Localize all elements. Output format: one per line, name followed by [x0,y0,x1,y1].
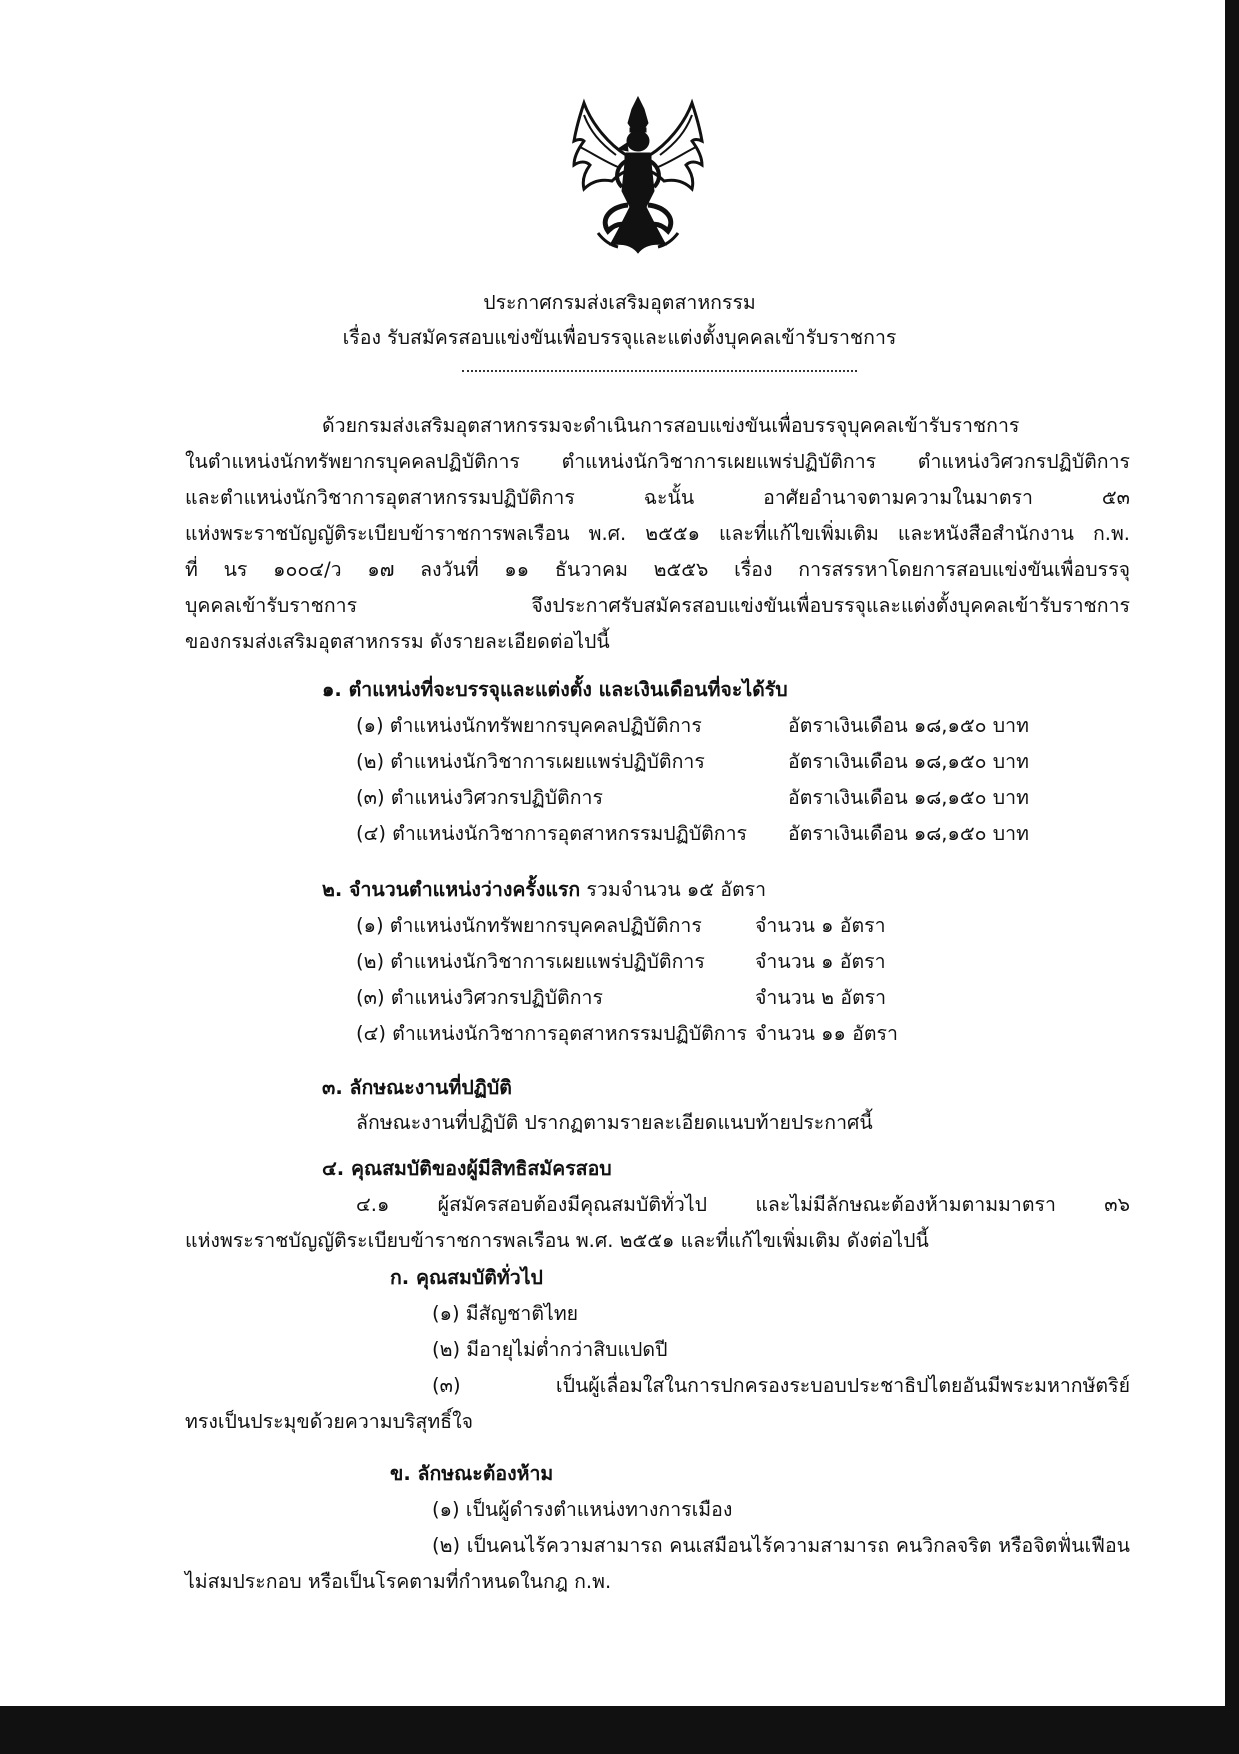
section-1-heading: ๑. ตำแหน่งที่จะบรรจุและแต่งตั้ง และเงินเดือนที่จะได้รับ [322,678,788,701]
section-2-heading-label: ๒. จำนวนตำแหน่งว่างครั้งแรก [322,878,581,901]
general-qualification-3-line-1: (๓) เป็นผู้เลื่อมใสในการปกครองระบอบประชาธิปไตยอันมีพระมหากษัตริย์ [432,1374,1130,1397]
s1-salary-1: อัตราเงินเดือน ๑๘,๑๕๐ บาท [788,714,1029,737]
s2-count-2: จำนวน ๑ อัตรา [755,950,886,973]
prohibition-2-line-1: (๒) เป็นคนไร้ความสามารถ คนเสมือนไร้ความสามารถ คนวิกลจริต หรือจิตฟั่นเฟือน [432,1534,1130,1557]
s2-count-4: จำนวน ๑๑ อัตรา [755,1022,898,1045]
s2-position-2: (๒) ตำแหน่งนักวิชาการเผยแพร่ปฏิบัติการ [356,950,705,973]
general-qualification-2: (๒) มีอายุไม่ต่ำกว่าสิบแปดปี [432,1338,668,1361]
announcement-title: ประกาศกรมส่งเสริมอุตสาหกรรม [483,291,756,314]
intro-line-1: ด้วยกรมส่งเสริมอุตสาหกรรมจะดำเนินการสอบแข่งขันเพื่อบรรจุบุคคลเข้ารับราชการ [322,414,1020,437]
s2-position-3: (๓) ตำแหน่งวิศวกรปฏิบัติการ [356,986,603,1009]
s1-salary-3: อัตราเงินเดือน ๑๘,๑๕๐ บาท [788,786,1029,809]
section-4-heading: ๔. คุณสมบัติของผู้มีสิทธิสมัครสอบ [322,1157,612,1180]
section-3-heading: ๓. ลักษณะงานที่ปฏิบัติ [322,1076,512,1099]
intro-line-5: ที่ นร ๑๐๐๔/ว ๑๗ ลงวันที่ ๑๑ ธันวาคม ๒๕๕๖ เรื่อง การสรรหาโดยการสอบแข่งขันเพื่อบรรจุ [185,558,1130,581]
s1-position-1: (๑) ตำแหน่งนักทรัพยากรบุคคลปฏิบัติการ [356,714,702,737]
intro-line-6: บุคคลเข้ารับราชการ จึงประกาศรับสมัครสอบแข่งขันเพื่อบรรจุและแต่งตั้งบุคคลเข้ารับราชการ [185,594,1130,617]
section-2-heading [322,874,766,905]
s2-position-1: (๑) ตำแหน่งนักทรัพยากรบุคคลปฏิบัติการ [356,914,702,937]
s1-position-4: (๔) ตำแหน่งนักวิชาการอุตสาหกรรมปฏิบัติการ [356,822,747,845]
intro-line-2: ในตำแหน่งนักทรัพยากรบุคคลปฏิบัติการ ตำแหน่งนักวิชาการเผยแพร่ปฏิบัติการ ตำแหน่งวิศวกรปฏิบัติการ [185,450,1130,473]
s2-position-4: (๔) ตำแหน่งนักวิชาการอุตสาหกรรมปฏิบัติการ [356,1022,747,1045]
garuda-emblem-icon [570,95,706,257]
announcement-subject: เรื่อง รับสมัครสอบแข่งขันเพื่อบรรจุและแต่งตั้งบุคคลเข้ารับราชการ [342,326,897,349]
prohibition-2-line-2: ไม่สมประกอบ หรือเป็นโรคตามที่กำหนดในกฎ ก.พ. [185,1570,612,1593]
prohibitions-heading: ข. ลักษณะต้องห้าม [390,1462,554,1485]
section-3-text: ลักษณะงานที่ปฏิบัติ ปรากฏตามรายละเอียดแนบท้ายประกาศนี้ [356,1111,873,1134]
s2-count-1: จำนวน ๑ อัตรา [755,914,886,937]
intro-line-4: แห่งพระราชบัญญัติระเบียบข้าราชการพลเรือน พ.ศ. ๒๕๕๑ และที่แก้ไขเพิ่มเติม และหนังสือสำนักงาน ก.พ. [185,522,1130,545]
section-4-1-line-2: แห่งพระราชบัญญัติระเบียบข้าราชการพลเรือน พ.ศ. ๒๕๕๑ และที่แก้ไขเพิ่มเติม ดังต่อไปนี้ [185,1229,929,1252]
scan-edge-right [1225,0,1239,1754]
scan-edge-bottom [0,1706,1239,1754]
section-4-1-line-1: ๔.๑ ผู้สมัครสอบต้องมีคุณสมบัติทั่วไป และไม่มีลักษณะต้องห้ามตามมาตรา ๓๖ [356,1193,1130,1216]
intro-line-3: และตำแหน่งนักวิชาการอุตสาหกรรมปฏิบัติการ ฉะนั้น อาศัยอำนาจตามความในมาตรา ๕๓ [185,486,1130,509]
general-qualification-3-line-2: ทรงเป็นประมุขด้วยความบริสุทธิ์ใจ [185,1410,474,1433]
s1-position-2: (๒) ตำแหน่งนักวิชาการเผยแพร่ปฏิบัติการ [356,750,705,773]
s1-salary-4: อัตราเงินเดือน ๑๘,๑๕๐ บาท [788,822,1029,845]
general-qualification-1: (๑) มีสัญชาติไทย [432,1302,579,1325]
prohibition-1: (๑) เป็นผู้ดำรงตำแหน่งทางการเมือง [432,1498,733,1521]
s1-salary-2: อัตราเงินเดือน ๑๘,๑๕๐ บาท [788,750,1029,773]
s2-count-3: จำนวน ๒ อัตรา [755,986,887,1009]
intro-line-7: ของกรมส่งเสริมอุตสาหกรรม ดังรายละเอียดต่อไปนี้ [185,630,610,653]
general-qualifications-heading: ก. คุณสมบัติทั่วไป [390,1266,543,1289]
header-divider [462,370,857,372]
s1-position-3: (๓) ตำแหน่งวิศวกรปฏิบัติการ [356,786,603,809]
section-2-heading-total: รวมจำนวน ๑๕ อัตรา [580,878,767,901]
